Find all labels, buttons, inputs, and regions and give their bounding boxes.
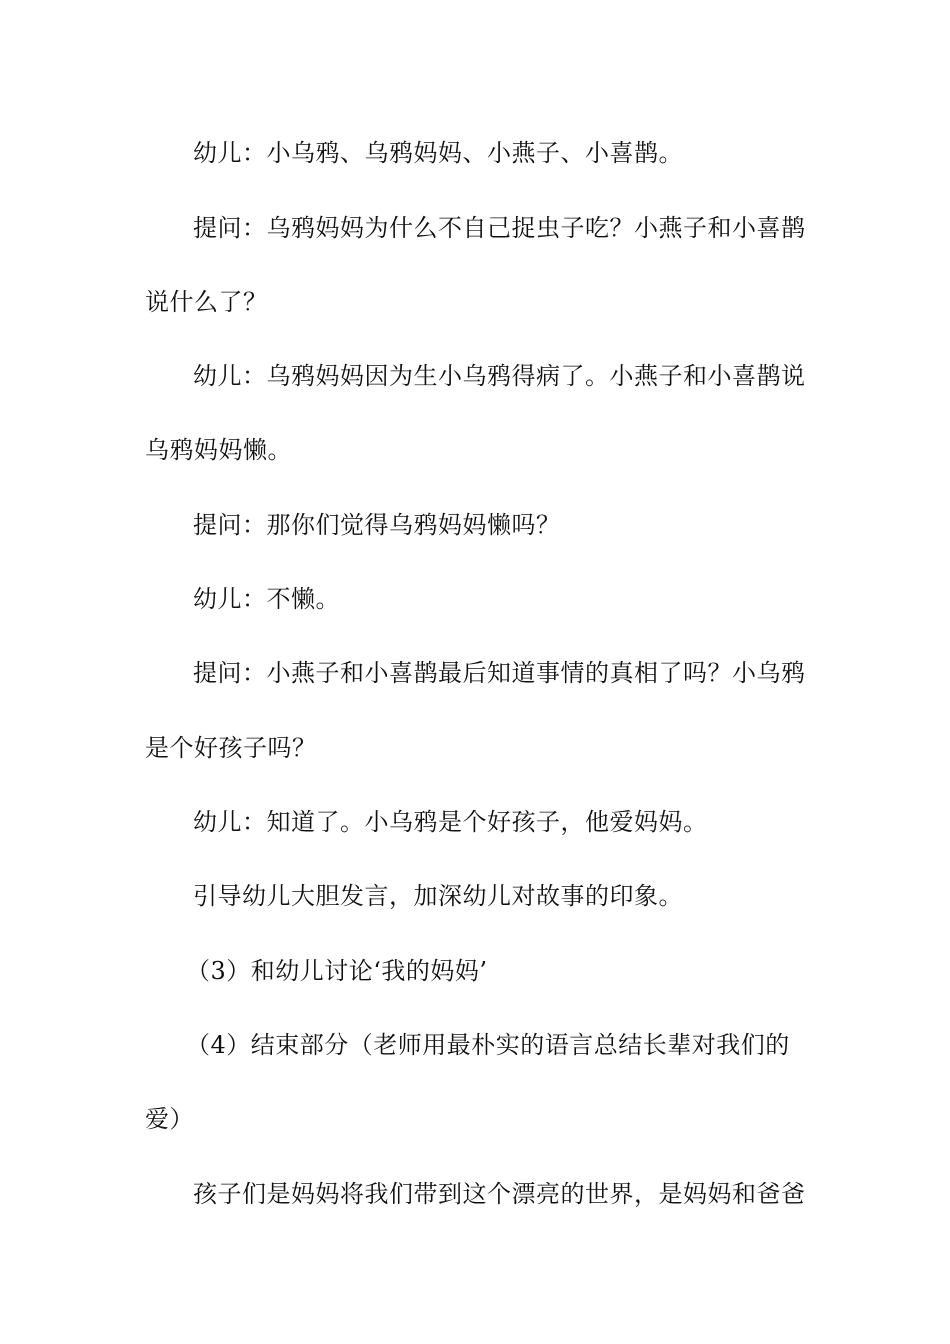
text-line: （3）和幼儿讨论‘我的妈妈’ [186,957,488,985]
text-line: 幼儿：知道了。小乌鸦是个好孩子，他爱妈妈。 [193,808,708,836]
text-line: 孩子们是妈妈将我们带到这个漂亮的世界，是妈妈和爸爸 [193,1180,806,1208]
text-line: 乌鸦妈妈懒。 [145,436,292,464]
text-line: 是个好孩子吗？ [145,734,317,762]
text-line: 提问：乌鸦妈妈为什么不自己捉虫子吃？小燕子和小喜鹊 [193,214,806,242]
text-line: 爱） [145,1105,194,1133]
text-line: 提问：那你们觉得乌鸦妈妈懒吗？ [193,511,561,539]
text-line: 引导幼儿大胆发言，加深幼儿对故事的印象。 [193,882,683,910]
text-line: （4）结束部分（老师用最朴实的语言总结长辈对我们的 [186,1031,790,1059]
text-line: 说什么了？ [145,288,268,316]
text-line: 幼儿：不懒。 [193,585,340,613]
text-line: 提问：小燕子和小喜鹊最后知道事情的真相了吗？小乌鸦 [193,659,806,687]
text-line: 幼儿：乌鸦妈妈因为生小乌鸦得病了。小燕子和小喜鹊说 [193,362,806,390]
text-line: 幼儿：小乌鸦、乌鸦妈妈、小燕子、小喜鹊。 [193,139,683,167]
